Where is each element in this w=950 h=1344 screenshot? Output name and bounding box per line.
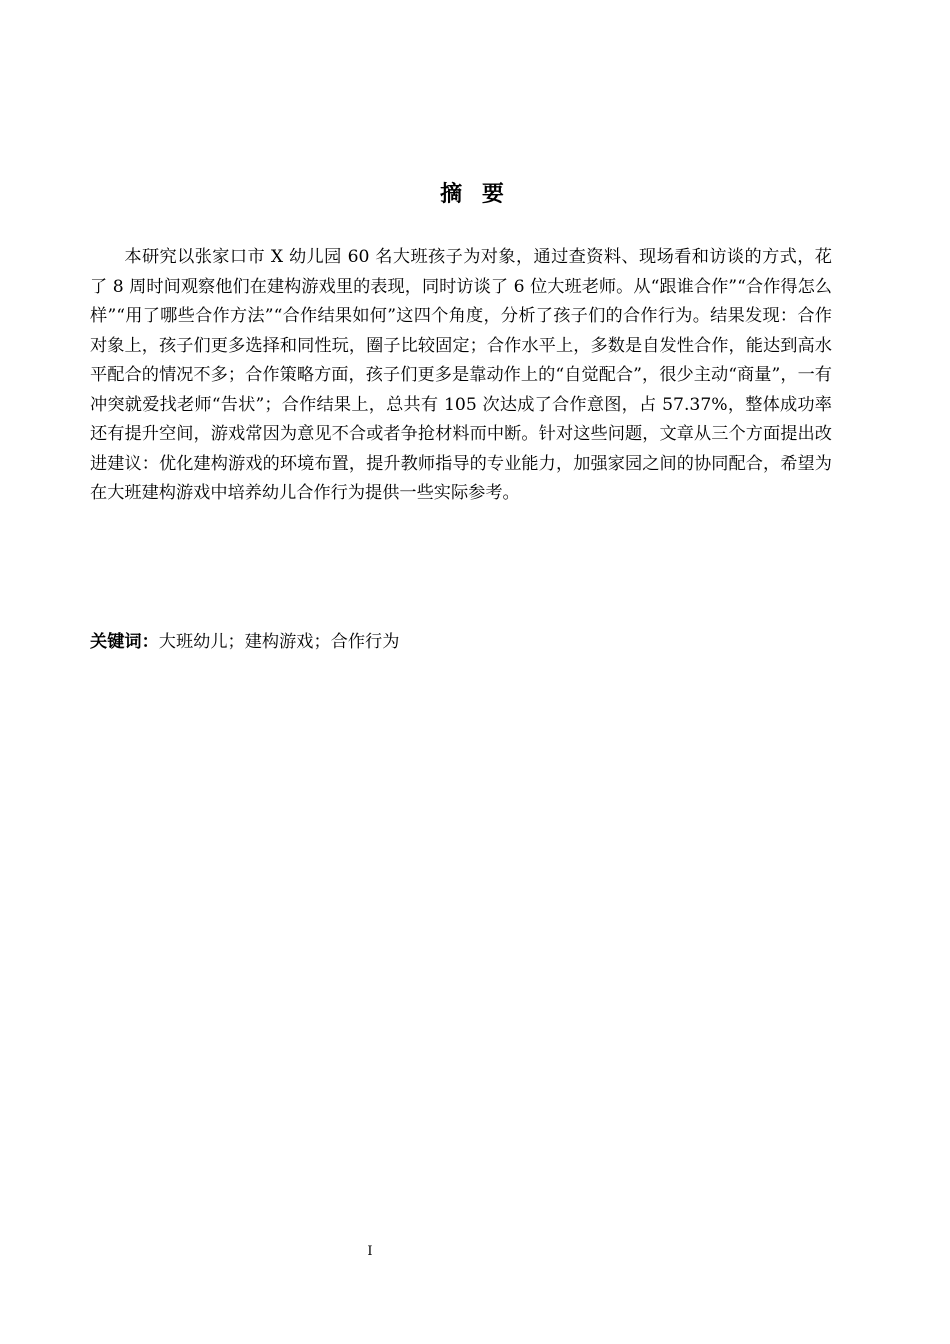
keywords-label: 关键词： xyxy=(90,632,159,652)
keywords-text: 大班幼儿；建构游戏；合作行为 xyxy=(158,632,400,652)
keywords-line xyxy=(90,628,832,656)
page-number: I xyxy=(367,1244,373,1259)
abstract-paragraph: 本研究以张家口市 X 幼儿园 60 名大班孩子为对象，通过查资料、现场看和访谈的方式，花了 8 周时间观察他们在建构游戏里的表现，同时访谈了 6 位大班老师。从“跟谁合作”“合作得怎么样”“用了哪些合作方法”“合作结果如何”这四个角度，分析了孩子们的合作行为。结果发现：合作对象上，孩子们更多选择和同性玩，圈子比较固定；合作水平上，多数是自发性合作，能达到高水平配合的情况不多；合作策略方面，孩子们更多是靠动作上的“自觉配合”，很少主动“商量”，一有冲突就爱找老师“告状”；合作结果上，总共有 105 次达成了合作意图，占 57.37%，整体成功率还有提升空间，游戏常因为意见不合或者争抢材料而中断。针对这些问题，文章从三个方面提出改进建议：优化建构游戏的环境布置，提升教师指导的专业能力，加强家园之间的协同配合，希望为在大班建构游戏中培养幼儿合作行为提供一些实际参考。 xyxy=(90,247,832,503)
abstract-title: 摘 要 xyxy=(440,182,510,207)
